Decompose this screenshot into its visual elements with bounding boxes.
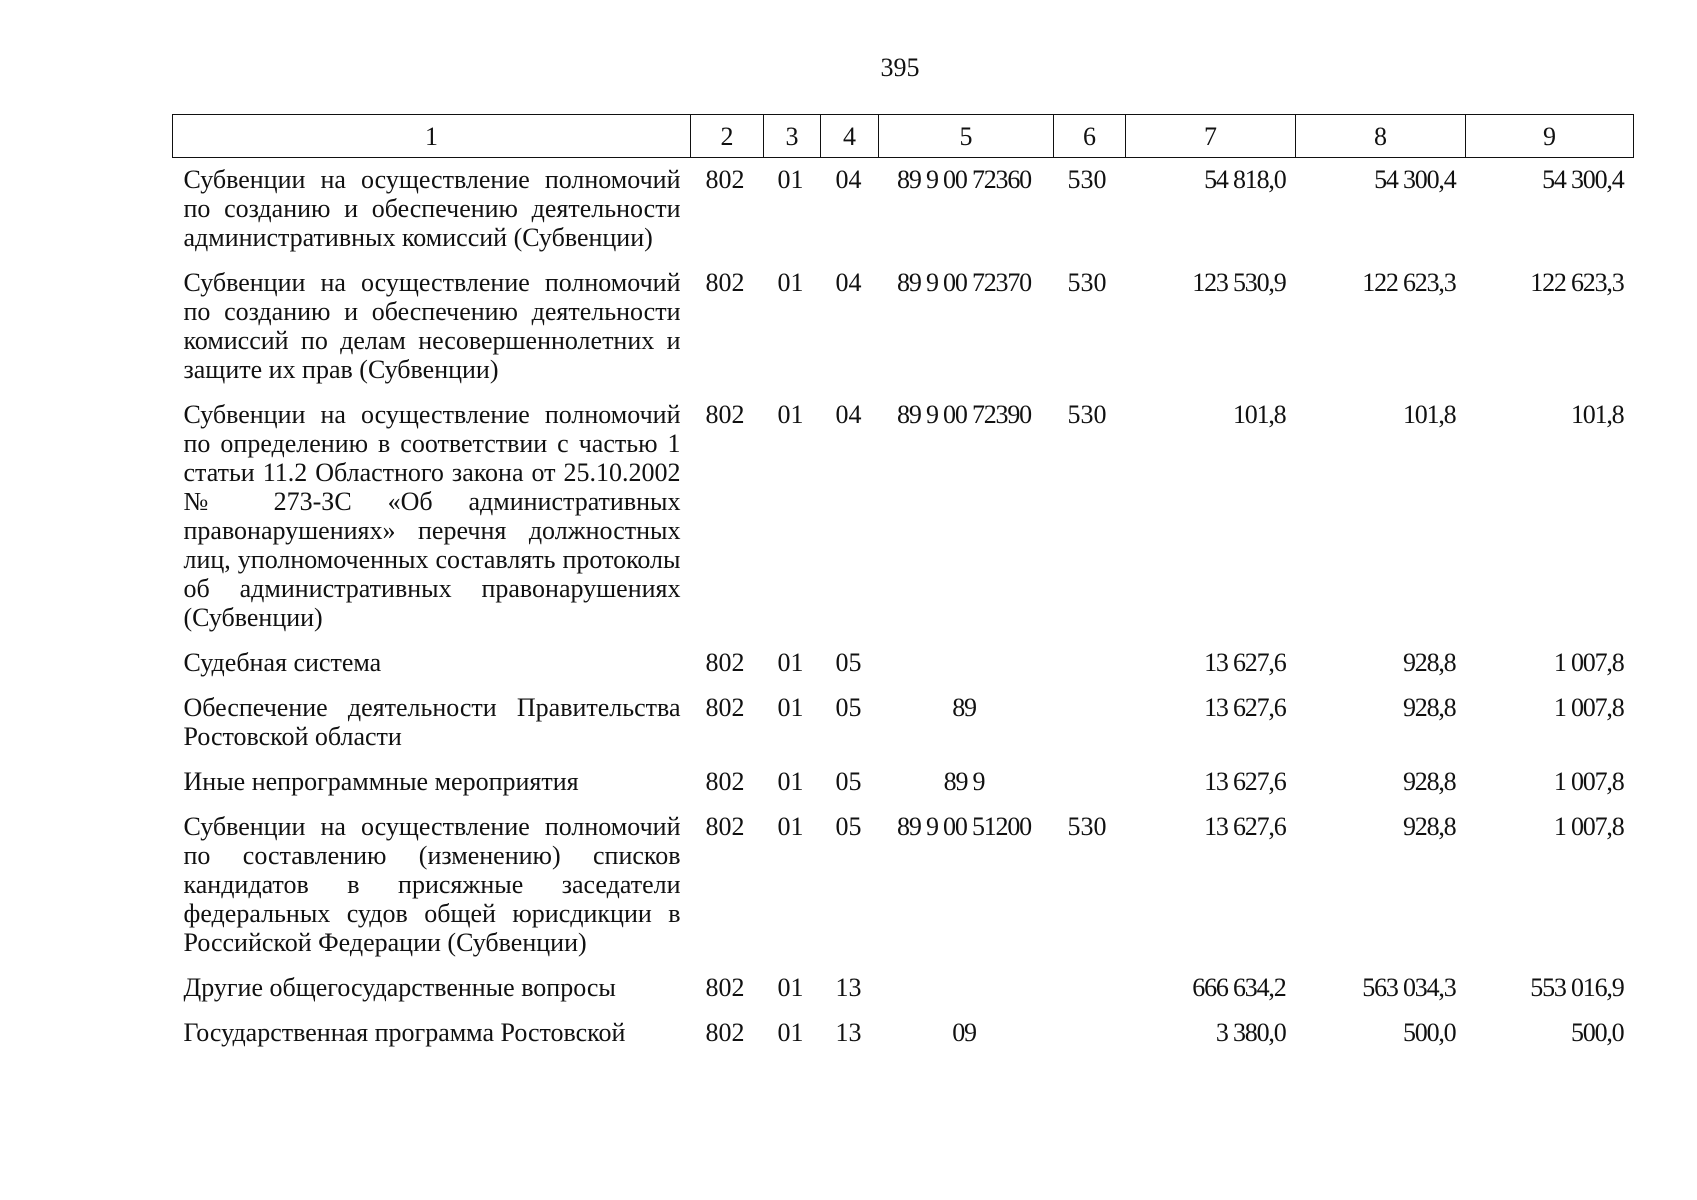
row-target: 89 <box>952 693 976 722</box>
header-cell: 7 <box>1126 115 1296 158</box>
row-section: 01 <box>777 693 804 722</box>
table-row <box>173 1011 1634 1056</box>
row-target: 89 9 <box>943 767 985 796</box>
row-value-8: 500,0 <box>1402 1018 1456 1047</box>
row-code: 802 <box>705 693 745 722</box>
row-subsection: 05 <box>835 648 862 677</box>
row-expense-type <box>1054 1011 1126 1056</box>
row-name: Другие общегосударственные вопросы <box>183 973 616 1002</box>
row-expense-type <box>1054 686 1126 760</box>
header-cell: 1 <box>173 115 691 158</box>
row-section: 01 <box>777 767 804 796</box>
row-expense-type: 530 <box>1067 400 1107 429</box>
row-code: 802 <box>705 1018 745 1047</box>
table-row <box>173 805 1634 966</box>
row-value-8: 928,8 <box>1402 767 1456 796</box>
row-value-7: 13 627,6 <box>1204 693 1286 722</box>
row-subsection: 04 <box>835 268 862 297</box>
row-subsection: 05 <box>835 767 862 796</box>
header-cell: 3 <box>764 115 821 158</box>
row-value-9: 1 007,8 <box>1553 648 1624 677</box>
row-value-7: 123 530,9 <box>1192 268 1286 297</box>
row-subsection: 04 <box>835 400 862 429</box>
row-code: 802 <box>705 165 745 194</box>
row-value-8: 928,8 <box>1402 812 1456 841</box>
row-value-7: 3 380,0 <box>1215 1018 1286 1047</box>
row-value-8: 101,8 <box>1402 400 1456 429</box>
page-number: 395 <box>880 53 920 82</box>
table-row <box>173 686 1634 760</box>
row-code: 802 <box>705 648 745 677</box>
row-value-9: 500,0 <box>1570 1018 1624 1047</box>
row-value-7: 13 627,6 <box>1204 648 1286 677</box>
row-subsection: 13 <box>835 1018 862 1047</box>
row-name: Субвенции на осуществление полномочий по составлению (изменению) списков кандидатов в присяжные заседатели федеральных судов общей юрисдикции в Российской Федерации (Субвенции) <box>183 812 681 957</box>
header-cell: 8 <box>1296 115 1466 158</box>
header-row <box>173 115 1634 158</box>
row-target: 89 9 00 72390 <box>897 400 1031 429</box>
row-section: 01 <box>777 400 804 429</box>
row-code: 802 <box>705 400 745 429</box>
row-expense-type: 530 <box>1067 165 1107 194</box>
row-value-9: 1 007,8 <box>1553 812 1624 841</box>
header-cell: 4 <box>821 115 879 158</box>
row-value-8: 928,8 <box>1402 648 1456 677</box>
table-row <box>173 393 1634 641</box>
row-value-9: 1 007,8 <box>1553 767 1624 796</box>
row-name: Субвенции на осуществление полномочий по созданию и обеспечению деятельности комиссий по делам несовершеннолетних и защите их прав (Субвенции) <box>183 268 681 384</box>
row-section: 01 <box>777 1018 804 1047</box>
row-target <box>879 641 1054 686</box>
row-subsection: 05 <box>835 693 862 722</box>
row-expense-type: 530 <box>1067 812 1107 841</box>
header-cell: 9 <box>1466 115 1634 158</box>
row-name: Субвенции на осуществление полномочий по созданию и обеспечению деятельности административных комиссий (Субвенции) <box>183 165 681 252</box>
row-code: 802 <box>705 767 745 796</box>
row-value-9: 1 007,8 <box>1553 693 1624 722</box>
row-target: 89 9 00 51200 <box>897 812 1031 841</box>
row-value-7: 13 627,6 <box>1204 812 1286 841</box>
row-name: Субвенции на осуществление полномочий по определению в соответствии с частью 1 статьи 11.2 Областного закона от 25.10.2002 № 273-ЗС «Об административных правонарушениях» перечня должностных лиц, уполномоченных составлять протоколы об административных правонарушениях (Субвенции) <box>183 400 681 632</box>
row-code: 802 <box>705 812 745 841</box>
row-expense-type <box>1054 641 1126 686</box>
budget-table <box>172 114 1634 1056</box>
row-subsection: 04 <box>835 165 862 194</box>
row-value-9: 553 016,9 <box>1530 973 1624 1002</box>
table-row <box>173 158 1634 262</box>
row-section: 01 <box>777 165 804 194</box>
row-value-9: 122 623,3 <box>1530 268 1624 297</box>
header-cell: 6 <box>1054 115 1126 158</box>
row-name: Обеспечение деятельности Правительства Ростовской области <box>183 693 681 751</box>
row-value-8: 122 623,3 <box>1362 268 1456 297</box>
row-value-9: 54 300,4 <box>1542 165 1624 194</box>
row-value-8: 928,8 <box>1402 693 1456 722</box>
row-target <box>879 966 1054 1011</box>
row-name: Судебная система <box>183 648 382 677</box>
row-expense-type: 530 <box>1067 268 1107 297</box>
row-section: 01 <box>777 268 804 297</box>
row-code: 802 <box>705 268 745 297</box>
table-row <box>173 760 1634 805</box>
row-value-9: 101,8 <box>1570 400 1624 429</box>
row-target: 89 9 00 72360 <box>897 165 1031 194</box>
row-value-8: 54 300,4 <box>1374 165 1456 194</box>
header-cell: 2 <box>691 115 764 158</box>
row-value-7: 666 634,2 <box>1192 973 1286 1002</box>
row-expense-type <box>1054 966 1126 1011</box>
row-subsection: 05 <box>835 812 862 841</box>
row-subsection: 13 <box>835 973 862 1002</box>
row-name: Государственная программа Ростовской <box>183 1018 626 1047</box>
row-target: 09 <box>952 1018 976 1047</box>
row-expense-type <box>1054 760 1126 805</box>
row-target: 89 9 00 72370 <box>897 268 1031 297</box>
row-section: 01 <box>777 973 804 1002</box>
row-name: Иные непрограммные мероприятия <box>183 767 579 796</box>
table-row <box>173 966 1634 1011</box>
header-cell: 5 <box>879 115 1054 158</box>
row-section: 01 <box>777 648 804 677</box>
row-value-7: 101,8 <box>1232 400 1286 429</box>
row-code: 802 <box>705 973 745 1002</box>
table-row <box>173 641 1634 686</box>
row-value-7: 13 627,6 <box>1204 767 1286 796</box>
table-row <box>173 261 1634 393</box>
row-section: 01 <box>777 812 804 841</box>
row-value-8: 563 034,3 <box>1362 973 1456 1002</box>
row-value-7: 54 818,0 <box>1204 165 1286 194</box>
